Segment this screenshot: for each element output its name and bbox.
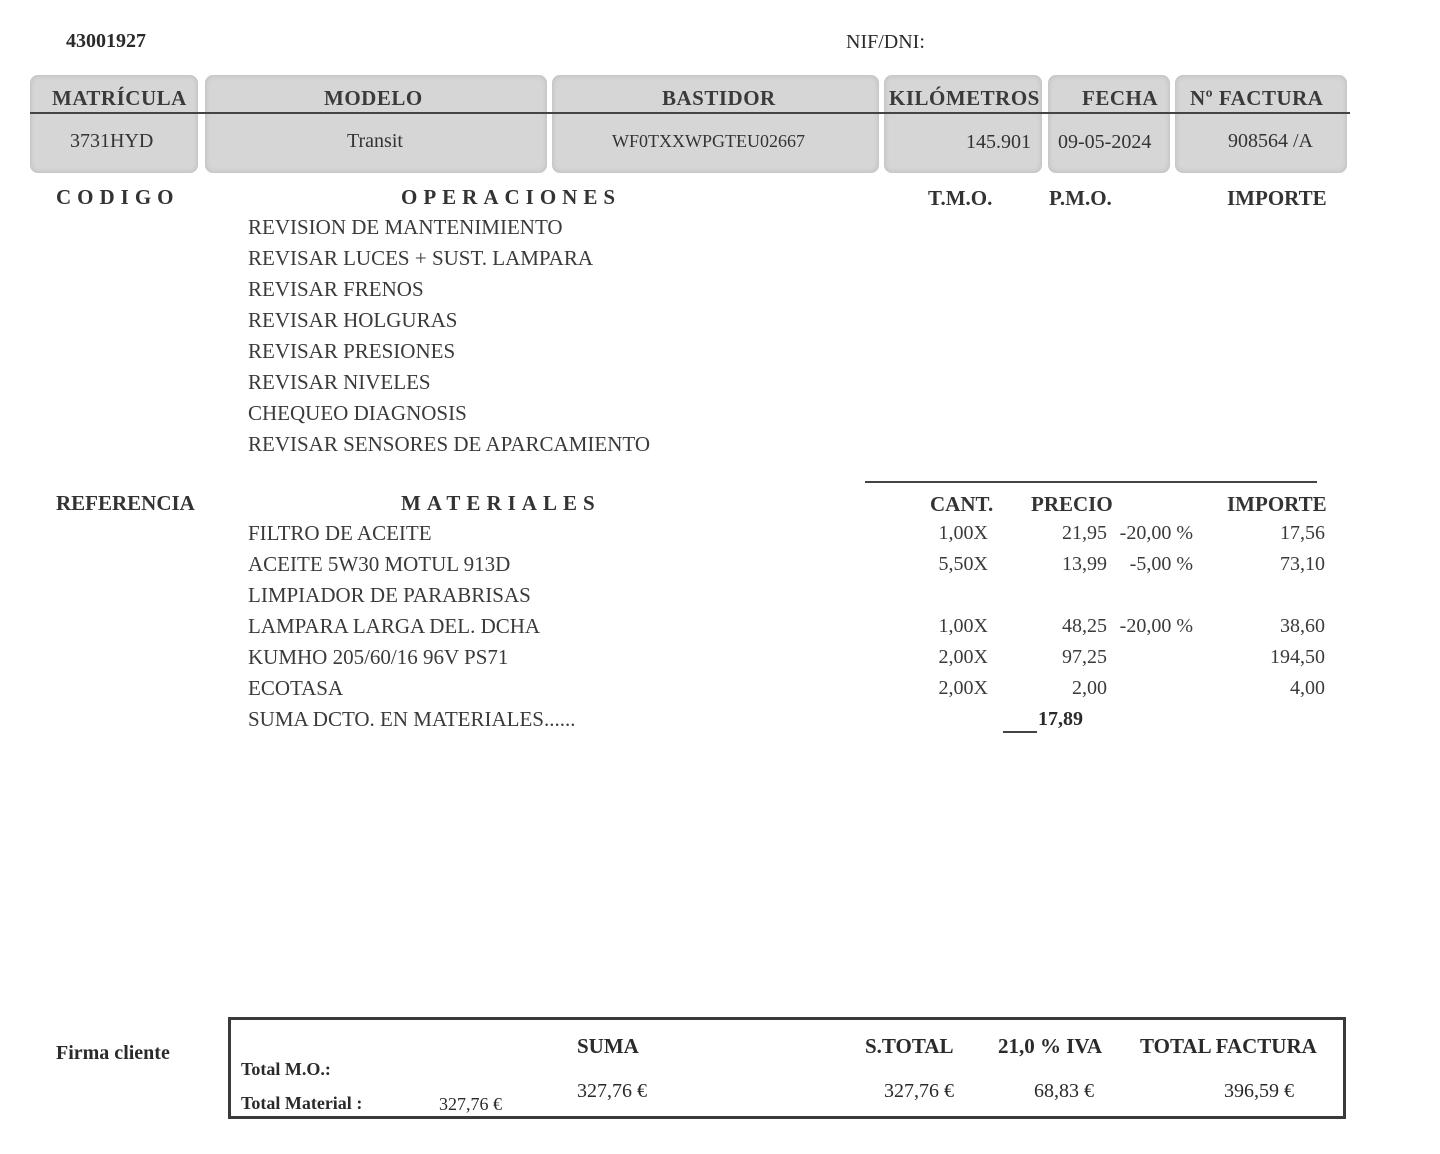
material-dcto: -20,00 % [1119,615,1193,637]
operation-item: REVISAR LUCES + SUST. LAMPARA [248,246,593,270]
material-importe: 38,60 [1280,615,1325,637]
client-code: 43001927 [66,30,146,52]
material-importe: 17,56 [1280,522,1325,544]
suma-value: 327,76 € [577,1080,647,1102]
bastidor-value: WF0TXXWPGTEU02667 [612,131,805,151]
material-importe: 194,50 [1270,646,1325,668]
operation-item: REVISAR HOLGURAS [248,308,458,332]
material-desc: LIMPIADOR DE PARABRISAS [248,583,531,607]
factura-value: 908564 /A [1228,130,1313,152]
discount-underline [1003,731,1037,733]
total-factura-value: 396,59 € [1224,1080,1294,1102]
material-cant: 2,00X [938,646,988,668]
importe-mat-header: IMPORTE [1227,492,1327,516]
header-rule [30,112,1350,114]
material-precio: 2,00 [1072,677,1107,699]
kilometros-value: 145.901 [966,131,1031,153]
material-importe: 73,10 [1280,553,1325,575]
precio-header: PRECIO [1031,492,1113,516]
bastidor-label: BASTIDOR [662,86,776,110]
matricula-value: 3731HYD [70,130,154,152]
iva-value: 68,83 € [1034,1080,1094,1102]
pmo-header: P.M.O. [1049,186,1112,210]
materiales-header: MATERIALES [401,491,601,515]
suma-label: SUMA [577,1034,639,1058]
operation-item: REVISAR NIVELES [248,370,431,394]
material-cant: 1,00X [938,522,988,544]
kilometros-label: KILÓMETROS [889,86,1040,110]
codigo-header: CODIGO [56,185,180,209]
factura-label: Nº FACTURA [1190,86,1324,110]
material-cant: 2,00X [938,677,988,699]
totals-box [228,1017,1346,1119]
material-importe: 4,00 [1290,677,1325,699]
total-material-label: Total Material : [241,1093,363,1113]
material-dcto: -20,00 % [1119,522,1193,544]
operation-item: REVISION DE MANTENIMIENTO [248,215,563,239]
discount-label: SUMA DCTO. EN MATERIALES...... [248,707,576,731]
material-desc: ECOTASA [248,676,344,700]
nif-label: NIF/DNI: [846,31,925,53]
referencia-header: REFERENCIA [56,491,195,515]
operaciones-header: OPERACIONES [401,185,622,209]
tmo-header: T.M.O. [928,186,993,210]
material-precio: 21,95 [1062,522,1107,544]
total-mo-label: Total M.O.: [241,1059,331,1079]
firma-label: Firma cliente [56,1042,170,1064]
material-cant: 1,00X [938,615,988,637]
material-cant: 5,50X [938,553,988,575]
discount-value: 17,89 [1038,708,1083,730]
cant-header: CANT. [930,492,994,516]
fecha-label: FECHA [1082,86,1158,110]
material-dcto: -5,00 % [1129,553,1193,575]
stotal-value: 327,76 € [884,1080,954,1102]
material-desc: FILTRO DE ACEITE [248,521,432,545]
matricula-label: MATRÍCULA [52,86,187,110]
total-material-value: 327,76 € [439,1094,502,1114]
modelo-label: MODELO [324,86,423,110]
material-desc: LAMPARA LARGA DEL. DCHA [248,614,541,638]
material-desc: KUMHO 205/60/16 96V PS71 [248,645,509,669]
importe-ops-header: IMPORTE [1227,186,1327,210]
iva-label: 21,0 % IVA [998,1034,1103,1058]
modelo-value: Transit [347,130,403,152]
operation-item: REVISAR FRENOS [248,277,424,301]
material-precio: 13,99 [1062,553,1107,575]
total-factura-label: TOTAL FACTURA [1140,1034,1317,1058]
material-precio: 97,25 [1062,646,1107,668]
material-precio: 48,25 [1062,615,1107,637]
fecha-value: 09-05-2024 [1058,131,1152,153]
operation-item: REVISAR PRESIONES [248,339,456,363]
materials-rule [865,481,1317,483]
stotal-label: S.TOTAL [865,1034,954,1058]
operation-item: CHEQUEO DIAGNOSIS [248,401,467,425]
operation-item: REVISAR SENSORES DE APARCAMIENTO [248,432,650,456]
material-desc: ACEITE 5W30 MOTUL 913D [248,552,511,576]
